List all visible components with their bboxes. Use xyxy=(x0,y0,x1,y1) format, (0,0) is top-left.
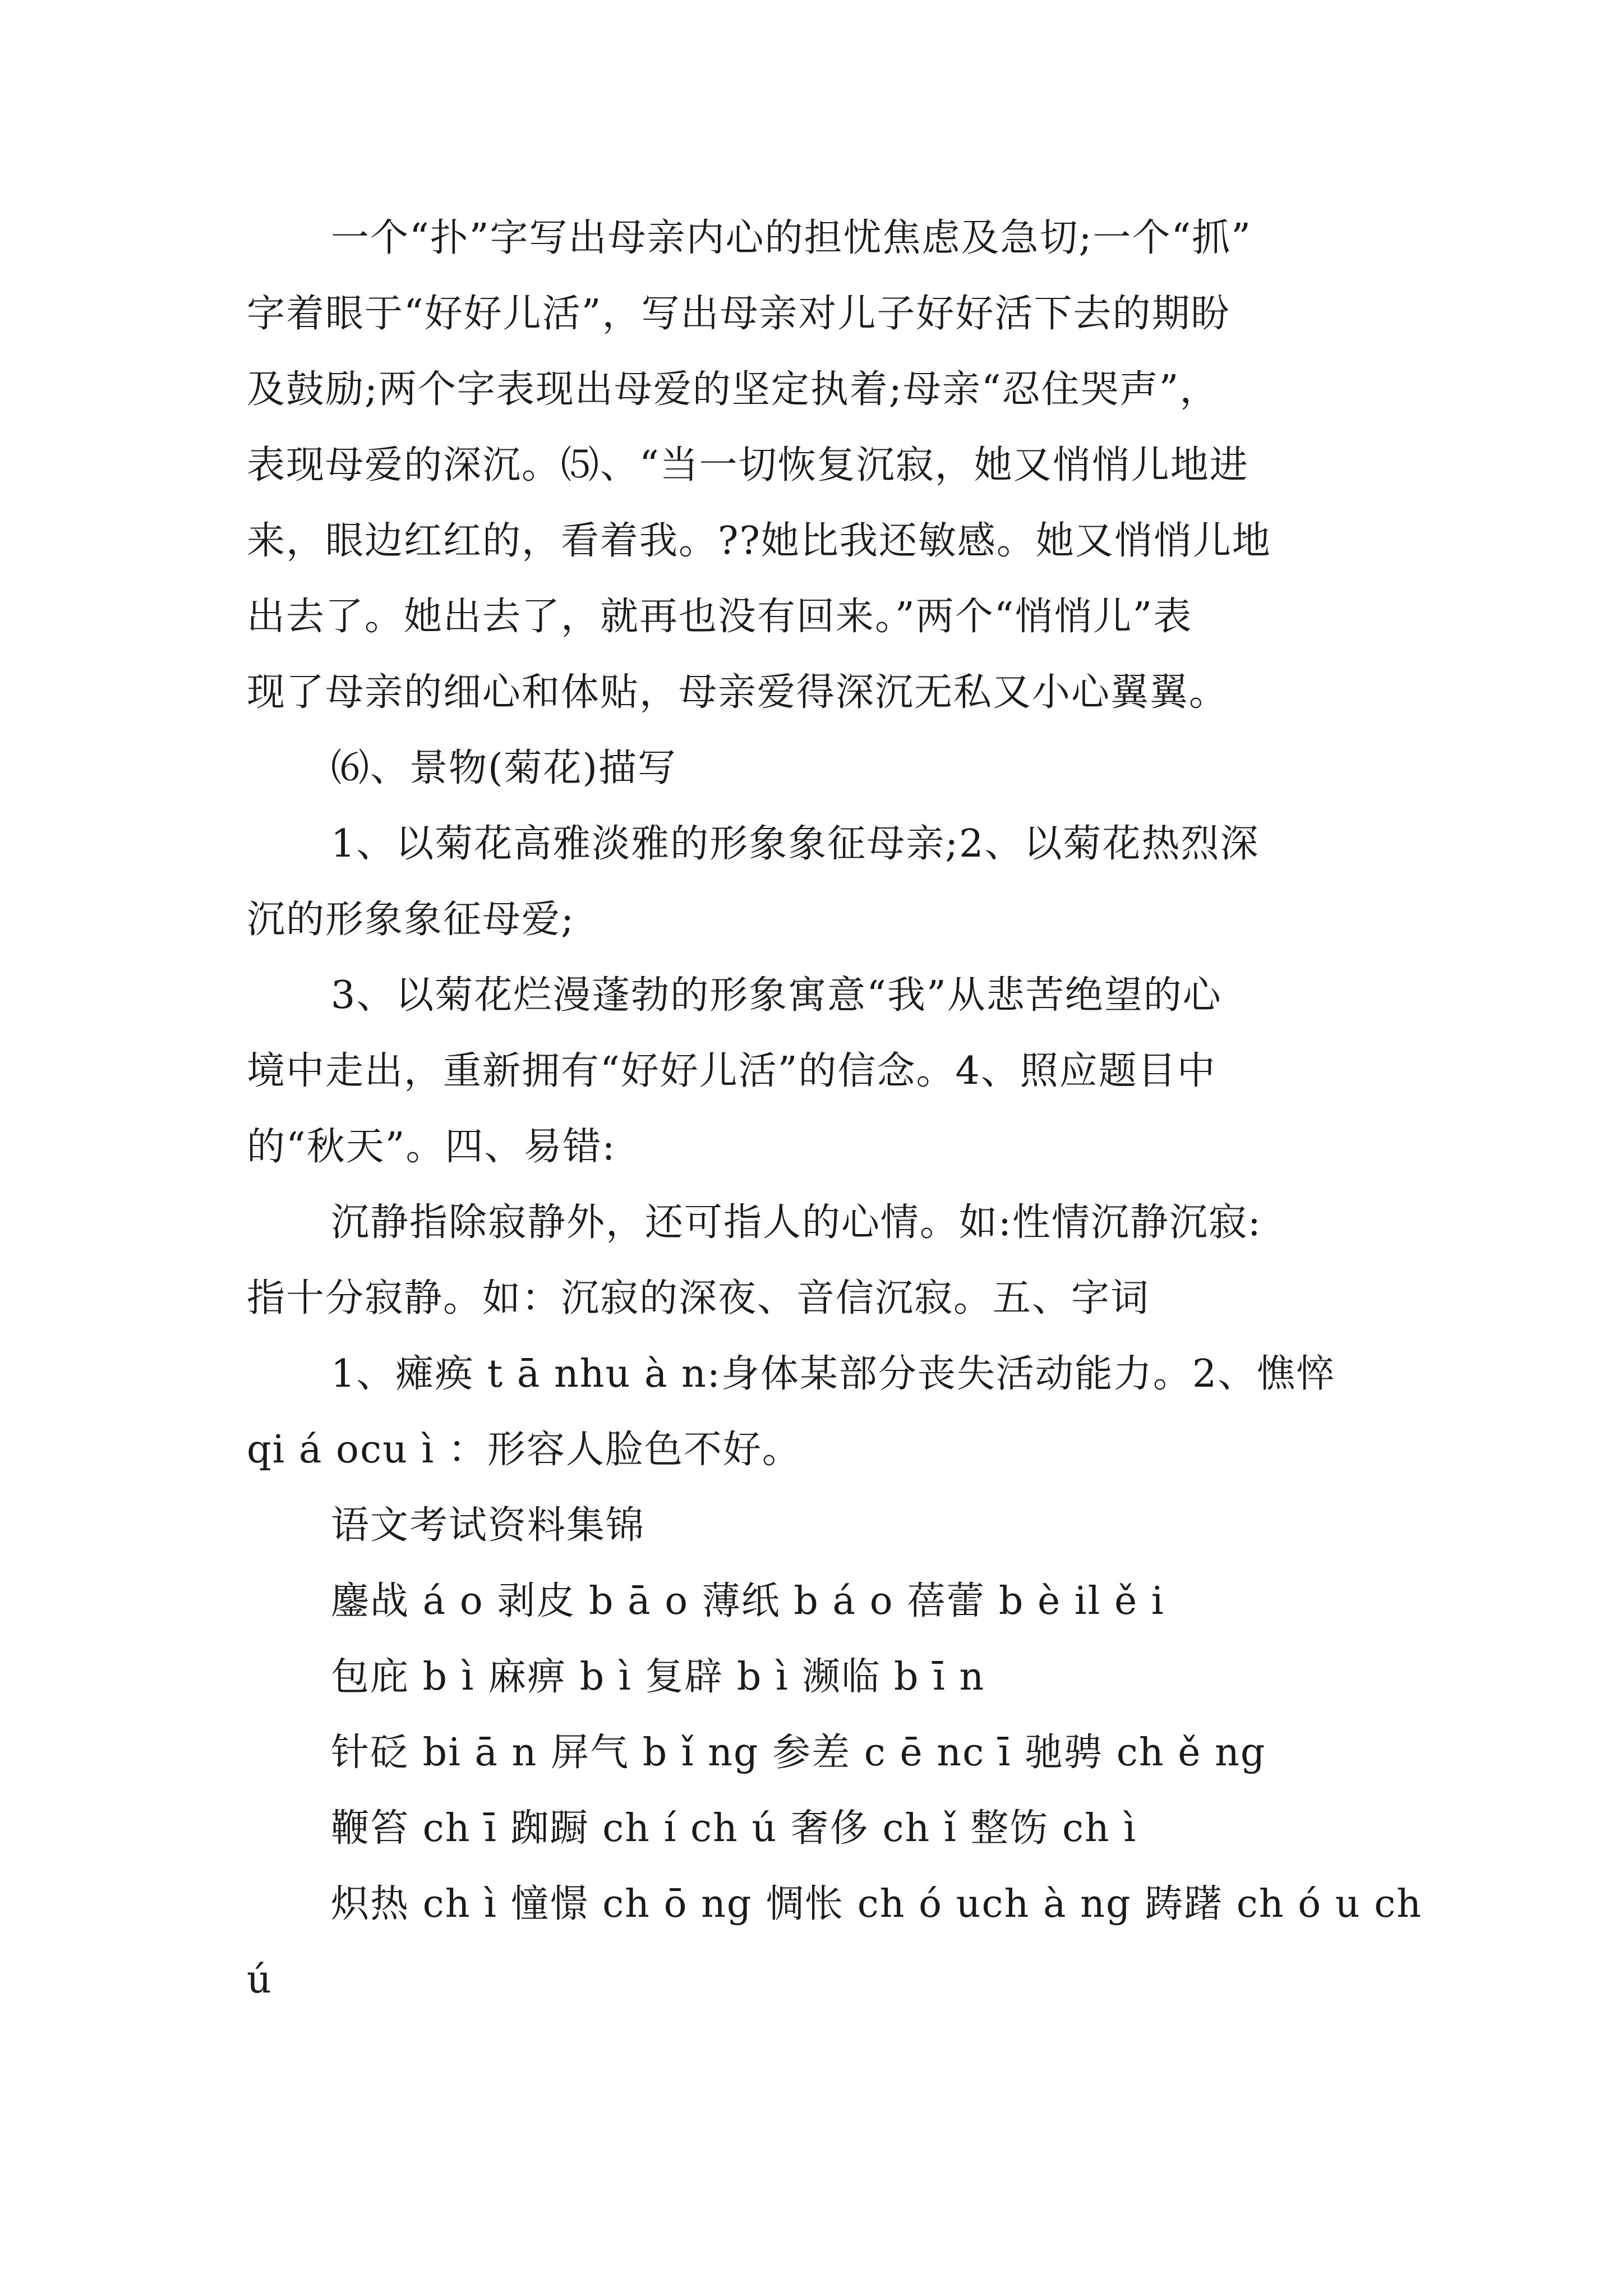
section-heading: ⑹、景物(菊花)描写 xyxy=(331,746,677,790)
paragraph-line: 沉的形象象征母爱; xyxy=(247,898,575,942)
vocab-line: 包庇 b ì 麻痹 b ì 复辟 b ì 濒临 b ī n xyxy=(331,1655,985,1699)
paragraph-line: 现了母亲的细心和体贴，母亲爱得深沉无私又小心翼翼。 xyxy=(247,670,1229,715)
paragraph-line: 一个“扑”字写出母亲内心的担忧焦虑及急切;一个“抓” xyxy=(331,216,1252,260)
paragraph-line: 沉静指除寂静外，还可指人的心情。如:性情沉静沉寂: xyxy=(331,1200,1262,1245)
paragraph-line: 的“秋天”。四、易错: xyxy=(247,1125,616,1169)
paragraph-line: 指十分寂静。如：沉寂的深夜、音信沉寂。五、字词 xyxy=(247,1276,1150,1320)
paragraph-line: 出去了。她出去了，就再也没有回来。”两个“悄悄儿”表 xyxy=(247,595,1193,639)
paragraph-line: 1、瘫痪 t ā nhu à n:身体某部分丧失活动能力。2、憔悴 xyxy=(331,1352,1336,1396)
paragraph-line: 及鼓励;两个字表现出母爱的坚定执着;母亲“忍住哭声”， xyxy=(247,367,1219,412)
vocab-line: 鞭笞 ch ī 踟蹰 ch í ch ú 奢侈 ch ǐ 整饬 ch ì xyxy=(331,1806,1137,1851)
paragraph-line: 来，眼边红红的，看着我。??她比我还敏感。她又悄悄儿地 xyxy=(247,519,1271,563)
paragraph-line: 3、以菊花烂漫蓬勃的形象寓意“我”从悲苦绝望的心 xyxy=(331,973,1222,1018)
vocab-line: 炽热 ch ì 憧憬 ch ō ng 惆怅 ch ó uch à ng 踌躇 ch ó u ch xyxy=(331,1882,1423,1926)
vocab-line: 鏖战 á o 剥皮 b ā o 薄纸 b á o 蓓蕾 b è il ě i xyxy=(331,1579,1165,1623)
paragraph-line: 1、以菊花高雅淡雅的形象象征母亲;2、以菊花热烈深 xyxy=(331,822,1260,866)
paragraph-line: 字着眼于“好好儿活”，写出母亲对儿子好好活下去的期盼 xyxy=(247,292,1230,336)
paragraph-line: qi á ocu ì ：形容人脸色不好。 xyxy=(247,1428,801,1472)
vocab-line: ú xyxy=(247,1958,273,2002)
vocab-line: 针砭 bi ā n 屏气 b ǐ ng 参差 c ē nc ī 驰骋 ch ě ng xyxy=(331,1731,1266,1775)
section-heading: 语文考试资料集锦 xyxy=(331,1503,645,1548)
paragraph-line: 表现母爱的深沉。⑸、“当一切恢复沉寂，她又悄悄儿地进 xyxy=(247,443,1249,487)
paragraph-line: 境中走出，重新拥有“好好儿活”的信念。4、照应题目中 xyxy=(247,1049,1216,1093)
